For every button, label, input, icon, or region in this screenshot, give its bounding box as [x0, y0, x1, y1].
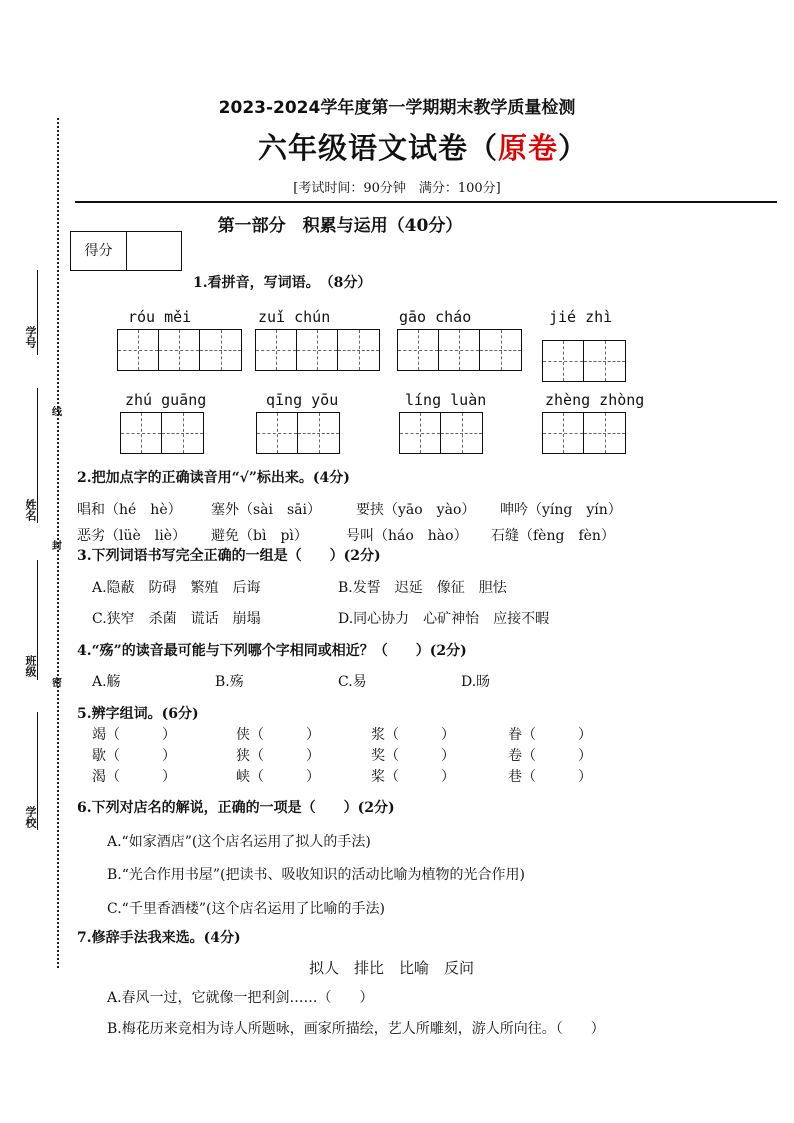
q2-item-8: 石缝（fèng fèn）: [491, 528, 615, 544]
q7-title: 7.修辞手法我来选。(4分): [77, 930, 241, 946]
q3-option-d: D.同心协力 心矿神怡 应接不暇: [338, 611, 550, 627]
q4-option-b: B.殇: [215, 674, 244, 690]
q5-r3-c4: 巷（ ）: [508, 769, 592, 785]
writing-grid-6[interactable]: [256, 412, 340, 454]
q5-r1-c1: 竭（ ）: [92, 727, 176, 743]
q2-title: 2.把加点字的正确读音用“√”标出来。(4分): [77, 470, 350, 486]
exam-info: [考试时间：90分钟 满分：100分]: [293, 181, 501, 196]
q3-title: 3.下列词语书写完全正确的一组是（ ）(2分): [77, 548, 381, 564]
q1-title: 1.看拼音，写词语。 （8分）: [193, 275, 372, 291]
exam-header-line: 2023-2024学年度第一学期期末教学质量检测: [218, 98, 576, 118]
title-end: ）: [558, 131, 589, 165]
q2-item-1: 唱和（hé hè）: [77, 502, 182, 518]
pinyin-7: líng luàn: [405, 391, 487, 409]
part1-title: 第一部分 积累与运用（40分）: [217, 216, 463, 236]
writing-grid-5[interactable]: [120, 412, 204, 454]
line-mark: 线: [52, 407, 62, 418]
q5-r2-c1: 歇（ ）: [92, 748, 176, 764]
q3-option-c: C.狭窄 杀菌 谎话 崩塌: [92, 611, 261, 627]
q6-option-c: C.“千里香酒楼”(这个店名运用了比喻的手法): [107, 901, 385, 917]
q2-item-4: 呻吟（yíng yín）: [500, 502, 622, 518]
q4-option-d: D.旸: [461, 674, 491, 690]
q2-item-7: 号叫（háo hào）: [346, 528, 468, 544]
pinyin-8: zhèng zhòng: [545, 391, 645, 409]
q5-r1-c2: 侠（ ）: [236, 727, 320, 743]
pinyin-3: gāo cháo: [399, 308, 472, 326]
secret-mark: 密: [52, 678, 62, 689]
q5-r3-c3: 桨（ ）: [371, 769, 455, 785]
writing-grid-8[interactable]: [542, 412, 626, 454]
exam-title: [258, 126, 588, 167]
q6-option-a: A.“如家酒店”(这个店名运用了拟人的手法): [107, 834, 371, 850]
writing-grid-2[interactable]: [255, 329, 380, 371]
q7-item-b: B.梅花历来竞相为诗人所题咏，画家所描绘，艺人所雕刻，游人所向往。（ ）: [107, 1021, 605, 1037]
title-main: 六年级语文试卷（: [258, 131, 499, 165]
writing-grid-7[interactable]: [399, 412, 483, 454]
q7-choices: 拟人 排比 比喻 反问: [309, 959, 475, 977]
q5-r3-c1: 渴（ ）: [92, 769, 176, 785]
q5-title: 5.辨字组词。(6分): [77, 706, 199, 722]
q2-item-5: 恶劣（lüè liè）: [77, 528, 187, 544]
writing-grid-1[interactable]: [117, 329, 242, 371]
q5-r3-c2: 峡（ ）: [236, 769, 320, 785]
q3-option-b: B.发誓 迟延 像征 胆怯: [338, 580, 507, 596]
student-id-label: 学号: [24, 326, 37, 348]
q3-option-a: A.隐蔽 防碍 繁殖 后诲: [92, 580, 261, 596]
writing-grid-3[interactable]: [397, 329, 522, 371]
pinyin-4: jié zhì: [549, 308, 613, 326]
q4-option-c: C.易: [338, 674, 367, 690]
title-original-tag: 原卷: [498, 131, 559, 165]
q5-r2-c2: 狭（ ）: [236, 748, 320, 764]
q5-r1-c4: 眷（ ）: [508, 727, 592, 743]
q5-r2-c4: 卷（ ）: [508, 748, 592, 764]
q6-option-b: B.“光合作用书屋”(把读书、吸收知识的活动比喻为植物的光合作用): [107, 867, 525, 883]
pinyin-6: qīng yōu: [266, 391, 339, 409]
q6-title: 6.下列对店名的解说，正确的一项是（ ）(2分): [77, 800, 395, 816]
pinyin-5: zhú guāng: [125, 391, 207, 409]
q5-r2-c3: 奖（ ）: [371, 748, 455, 764]
q7-item-a: A.春风一过，它就像一把利剑……（ ）: [107, 990, 374, 1006]
q4-option-a: A.觞: [92, 674, 121, 690]
class-label: 班级: [24, 655, 37, 677]
pinyin-2: zuǐ chún: [258, 308, 331, 326]
q4-title: 4.“殇”的读音最可能与下列哪个字相同或相近？（ ）(2分): [77, 643, 467, 659]
q2-item-3: 要挟（yāo yào）: [356, 502, 476, 518]
q5-r1-c3: 浆（ ）: [371, 727, 455, 743]
q2-item-6: 避免（bì pì）: [211, 528, 308, 544]
seal-mark: 封: [52, 541, 62, 552]
q2-item-2: 塞外（sài sāi）: [211, 502, 322, 518]
score-label: 得分: [71, 232, 127, 270]
name-label: 姓名: [24, 499, 37, 521]
score-box: [70, 231, 182, 271]
writing-grid-4[interactable]: [542, 340, 626, 382]
header-rule: [75, 201, 777, 203]
pinyin-1: róu měi: [128, 308, 192, 326]
school-label: 学校: [24, 806, 37, 828]
